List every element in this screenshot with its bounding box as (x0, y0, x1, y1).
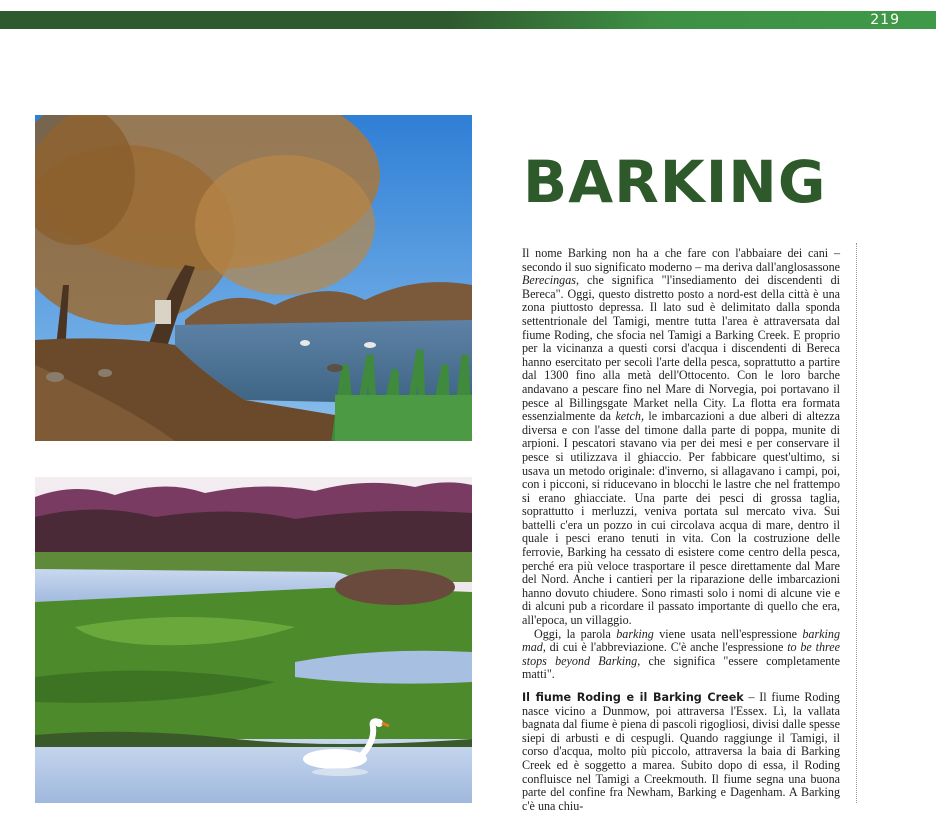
header-bar (0, 11, 936, 29)
page-number: 219 (870, 12, 900, 28)
paragraph: Oggi, la parola barking viene usata nell'espressione barking mad, di cui è l'abbreviazione. C'è anche l'espressione to be three stops beyond Barking, che significa "essere completamente matti". (522, 626, 840, 682)
paragraph: Il nome Barking non ha a che fare con l'abbaiare dei cani – secondo il suo significato moderno – ma deriva dall'anglosassone Berecingas, che significa "l'insediamento dei discendenti di Bereca". Oggi, questo distretto posto a nord-est della città è una zona piuttosto depressa. Il lato sud è delimitato dalla sponda settentrionale del Tamigi, mentre tutta l'area è attraversata dal fiume Roding, che sfocia nel Tamigi a Barking Creek. E proprio per la vicinanza a questi corsi d'acqua i discendenti di Bereca hanno esercitato per secoli l'arte della pesca, soprattutto a partire dal 1300 fino alla metà dell'Ottocento. Con le loro barche andavano a pescare fino nel Mare di Norvegia, poi portavano il pesce al Billingsgate Market nella City. La flotta era formata essenzialmente da ketch, le imbarcazioni a due alberi di altezza diversa e con l'asse del timone dalla parte di poppa, munite di arpioni. I pescatori stavano via per dei mesi e per conservare il pesce si utilizzava il ghiaccio. Per fabbicare quest'ultimo, si usava un metodo originale: d'inverno, si allagavano i campi, poi, con i picconi, si riducevano in blocchi le lastre che nel frattempo si erano ghiacciate. Una parte dei pesci di grossa taglia, soprattutto i merluzzi, veniva portata sul mercato viva. Sui battelli c'era un pozzo in cui circolava acqua di mare, dentro il quale i pesci erano tenuti in vita. Con la costruzione delle ferrovie, Barking ha cessato di esistere come centro della pesca, perché era più veloce trasportare il pesce direttamente dal Mare del Nord. Anche i cantieri per la riparazione delle imbarcazioni hanno dovuto chiudere. Sono rimasti solo i nomi di alcune vie e di alcuni pub a ricordare il passato importante di quello che era, all'epoca, un villaggio. (522, 246, 841, 628)
paragraph: Il fiume Roding e il Barking Creek – Il fiume Roding nasce vicino a Dunmow, poi attraversa l'Essex. Lì, la vallata bagnata dal fiume è piena di pascoli rigogliosi, divisi dalle spesse siepi di arbusti e di cespugli. Quando raggiunge il Tamigi, il corso d'acqua, molto più piccolo, attraversa la baia di Barking Creek ed è soggetto a marea. Subito dopo di essa, il Roding confluisce nel Tamigi a Creekmouth. Il fiume segna una buona parte del confine fra Newham, Barking e Dagenham. A Barking c'è una chiu- (522, 690, 840, 813)
page-title: BARKING (523, 148, 827, 216)
section-heading: Il fiume Roding e il Barking Creek (522, 691, 744, 704)
article-body (522, 247, 840, 813)
column-divider (856, 243, 857, 803)
willow-lake-photo (35, 115, 472, 441)
swan-marsh-photo (35, 477, 472, 803)
